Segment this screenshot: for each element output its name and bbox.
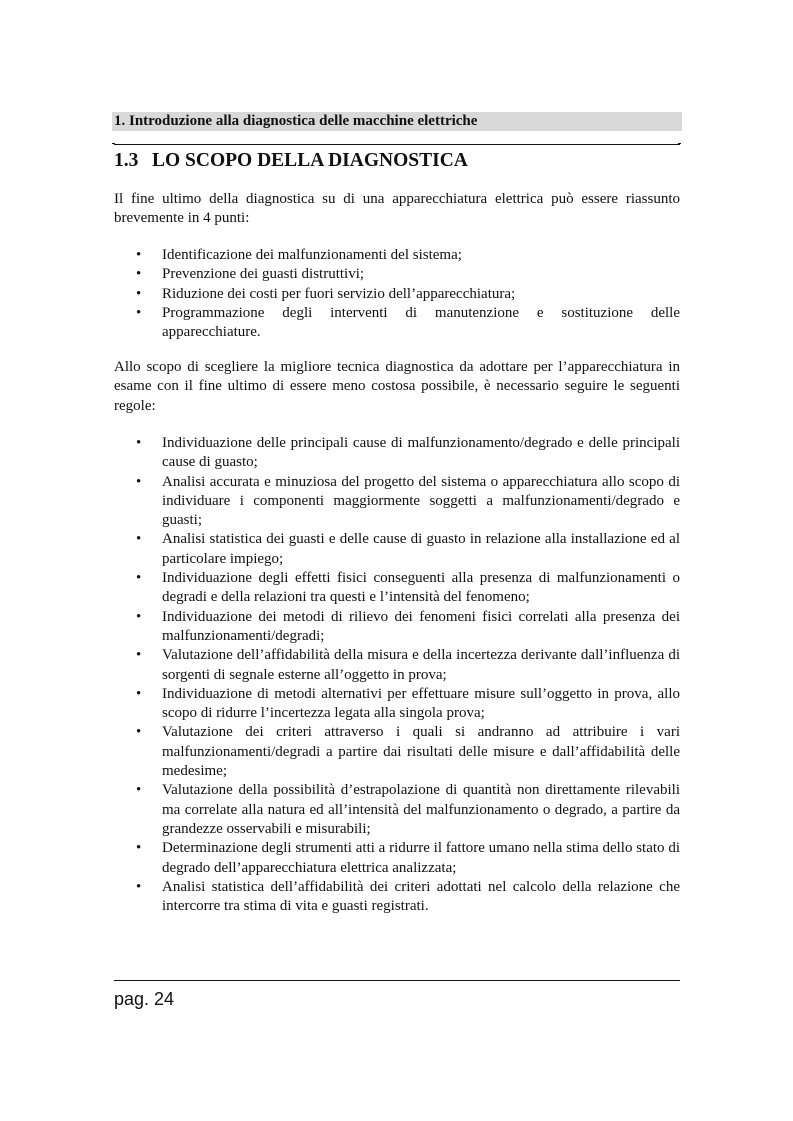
list-item-text: Individuazione degli effetti fisici conseguenti alla presenza di malfunzionamenti o degradi e della relazioni tra questi e l’intensità del fenomeno; bbox=[162, 570, 680, 606]
list-item bbox=[114, 304, 680, 343]
bullet-icon: • bbox=[136, 647, 142, 664]
list-item-text: Determinazione degli strumenti atti a ridurre il fattore umano nella stima dello stato di degrado dell’apparecchiatura elettrica analizzata; bbox=[162, 840, 680, 876]
bullet-icon: • bbox=[136, 608, 142, 625]
list-item-text: Programmazione degli interventi di manutenzione e sostituzione delle apparecchiature. bbox=[162, 304, 680, 341]
bullet-icon: • bbox=[136, 531, 142, 548]
list-item-text: Valutazione dei criteri attraverso i quali si andranno ad attribuire i vari malfunzionamenti/degradi a partire dai risultati delle misure e dall’affidabilità delle medesime; bbox=[162, 724, 680, 780]
list-item bbox=[114, 530, 680, 569]
list-item bbox=[114, 473, 680, 531]
list-item-text: Individuazione dei metodi di rilievo dei fenomeni fisici correlati alla presenza dei malfunzionamenti/degradi; bbox=[162, 608, 680, 644]
bullet-icon: • bbox=[136, 435, 142, 451]
bullet-icon: • bbox=[136, 247, 142, 263]
list-item bbox=[114, 781, 680, 839]
bullet-icon: • bbox=[136, 840, 142, 857]
page-number: pag. 24 bbox=[114, 989, 175, 1009]
bullet-icon: • bbox=[136, 878, 142, 895]
list-item-text: Valutazione dell’affidabilità della misura e della incertezza derivante dall’influenza di sorgenti di segnale esterne all’oggetto in prova; bbox=[162, 647, 680, 683]
section-heading bbox=[114, 150, 468, 172]
list-item bbox=[114, 265, 680, 284]
section-number: 1.3 bbox=[114, 150, 139, 171]
list-item bbox=[114, 839, 680, 878]
list-item-text: Valutazione della possibilità d’estrapolazione di quantità non direttamente rilevabili ma correlate alla natura ed all’intensità del malfunzionamento o degrado, a partire da grandezze osservabili e misurabili; bbox=[162, 782, 680, 837]
list-item bbox=[114, 608, 680, 647]
list-item bbox=[114, 246, 680, 265]
list-item bbox=[114, 685, 680, 724]
bullet-icon: • bbox=[136, 266, 142, 283]
section-title: LO SCOPO DELLA DIAGNOSTICA bbox=[152, 150, 468, 171]
header-rule bbox=[114, 144, 680, 145]
list-item-text: Prevenzione dei guasti distruttivi; bbox=[162, 266, 365, 283]
list-item bbox=[114, 646, 680, 685]
bullet-icon: • bbox=[136, 685, 142, 702]
list-item bbox=[114, 434, 680, 473]
list-item bbox=[114, 723, 680, 781]
intro-paragraph: Il fine ultimo della diagnostica su di una apparecchiatura elettrica può essere riassunto brevemente in 4 punti: bbox=[114, 191, 680, 227]
goals-list bbox=[114, 246, 680, 342]
rules-list bbox=[114, 434, 680, 916]
list-item-text: Riduzione dei costi per fuori servizio dell’apparecchiatura; bbox=[162, 285, 516, 302]
rules-paragraph: Allo scopo di scegliere la migliore tecnica diagnostica da adottare per l’apparecchiatura in esame con il fine ultimo di essere meno costosa possibile, è necessario seguire le seguenti regole: bbox=[114, 359, 680, 414]
header-rule-tick-right bbox=[678, 143, 681, 144]
bullet-icon: • bbox=[136, 285, 142, 302]
bullet-icon: • bbox=[136, 473, 142, 490]
list-item-text: Analisi accurata e minuziosa del progetto del sistema o apparecchiatura allo scopo di individuare i componenti maggiormente soggetti a malfunzionamenti/degrado e guasti; bbox=[162, 473, 680, 529]
running-header bbox=[112, 112, 682, 131]
list-item bbox=[114, 285, 680, 304]
chapter-title: 1. Introduzione alla diagnostica delle macchine elettriche bbox=[114, 113, 478, 129]
list-item bbox=[114, 569, 680, 608]
list-item-text: Analisi statistica dell’affidabilità dei criteri adottati nel calcolo della relazione che intercorre tra stima di vita e guasti registrati. bbox=[162, 878, 680, 915]
list-item-text: Identificazione dei malfunzionamenti del sistema; bbox=[162, 247, 462, 263]
bullet-icon: • bbox=[136, 304, 142, 321]
bullet-icon: • bbox=[136, 782, 142, 799]
list-item-text: Analisi statistica dei guasti e delle cause di guasto in relazione alla installazione ed al particolare impiego; bbox=[162, 531, 680, 567]
footer-rule bbox=[114, 980, 680, 981]
list-item bbox=[114, 878, 680, 917]
bullet-icon: • bbox=[136, 570, 142, 587]
list-item-text: Individuazione delle principali cause di malfunzionamento/degrado e delle principali cause di guasto; bbox=[162, 435, 680, 471]
bullet-icon: • bbox=[136, 724, 142, 741]
list-item-text: Individuazione di metodi alternativi per effettuare misure sull’oggetto in prova, allo scopo di ridurre l’incertezza legata alla singola prova; bbox=[162, 685, 680, 722]
